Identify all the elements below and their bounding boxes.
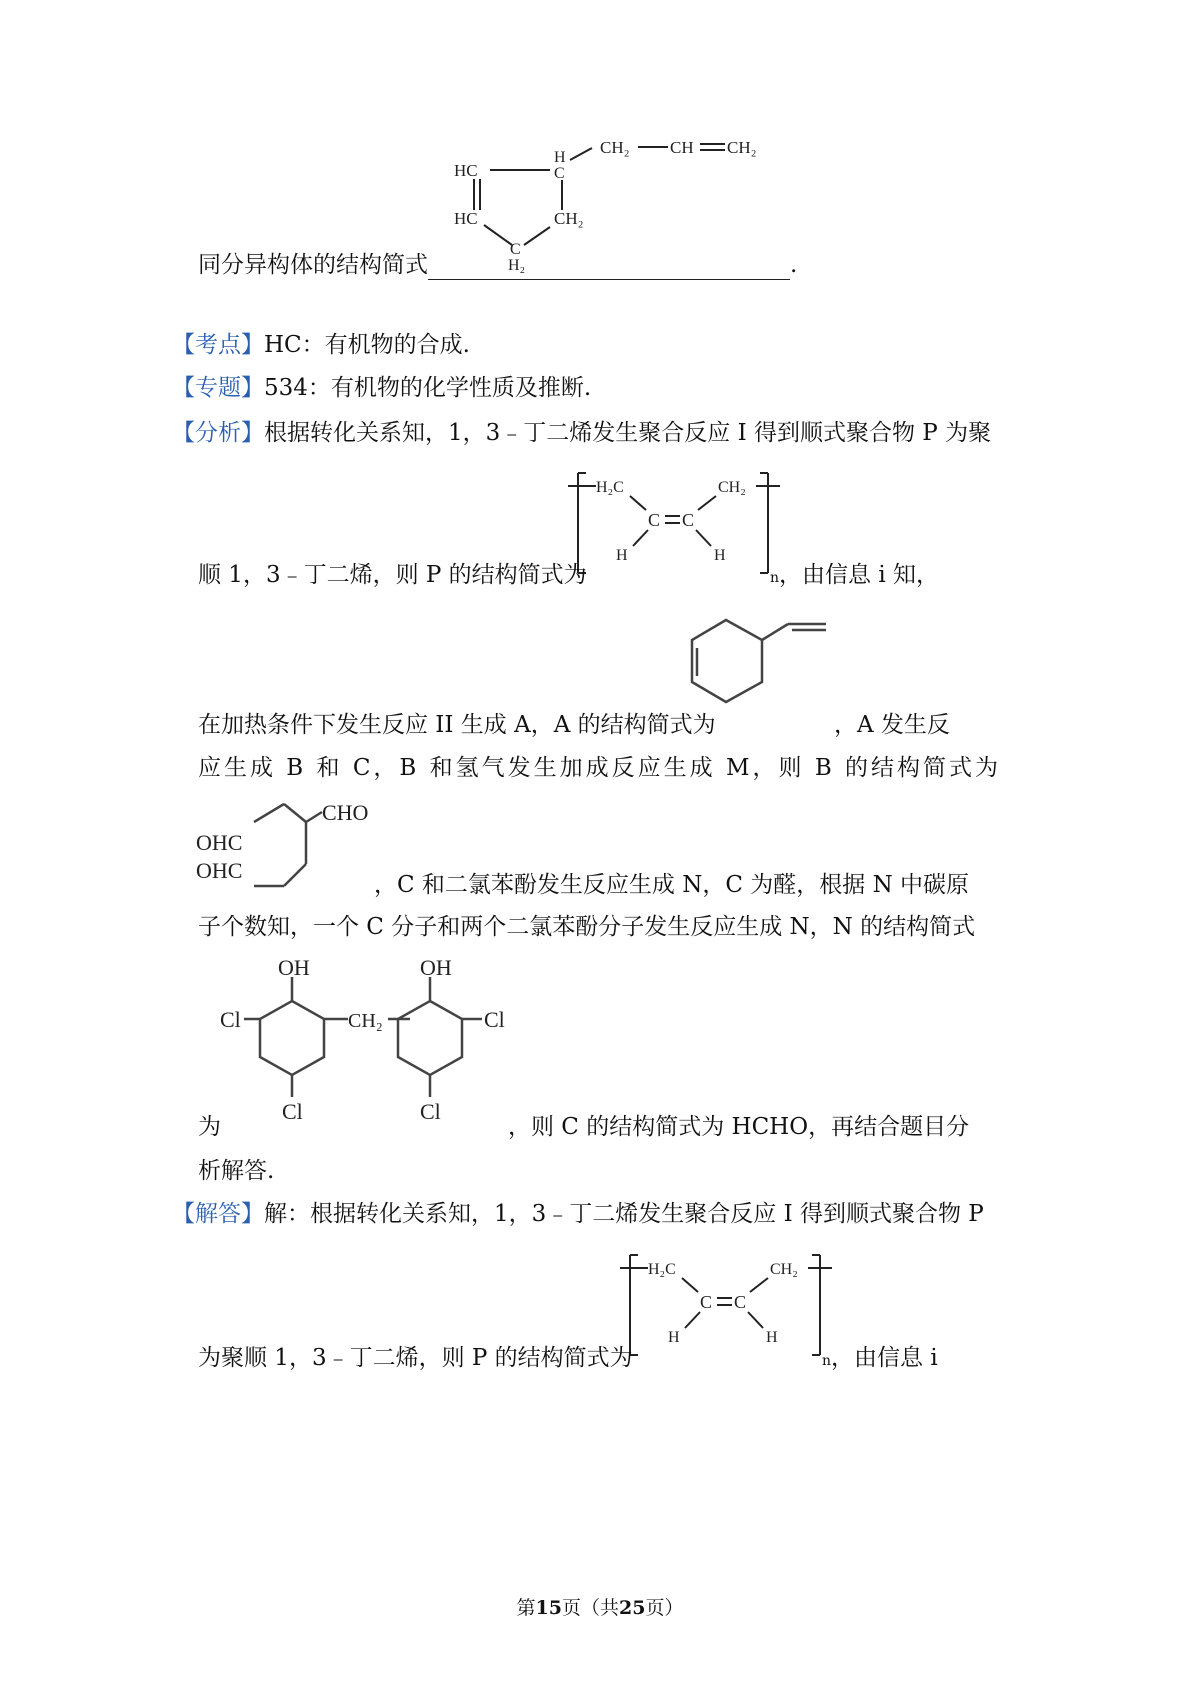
c-left-label: C [700,1292,713,1312]
jieda-line-2 [198,1343,633,1373]
fenxi-text-3a: 在加热条件下发生反应 II 生成 A，A 的结构简式为 [198,712,716,738]
ch2-bridge-label: CH₂ [348,1010,383,1032]
h-left-label: H [668,1329,680,1346]
page-footer [0,1593,1200,1620]
h-right-label: H [766,1329,778,1346]
ohc-label-1: OHC [196,830,243,855]
h2c-label: H₂C [596,479,624,496]
jieda-line-2b [822,1343,938,1376]
fenxi-text-5: ，C 和二氯苯酚发生反应生成 N，C 为醛，根据 N 中碳原 [374,872,970,898]
jieda-text-2a: 为聚顺 1，3﹣丁二烯，则 P 的结构简式为 [198,1345,633,1371]
fenxi-text-2a: 顺 1，3﹣丁二烯，则 P 的结构简式为 [198,562,587,588]
ch2-terminal-label: CH₂ [727,138,757,157]
fenxi-line-2 [198,560,587,590]
fenxi-text-4: 应生成 B 和 C，B 和氢气发生加成反应生成 M，则 B 的结构简式为 [198,755,1002,781]
period: . [790,252,798,278]
fenxi-text-3b: ，A 发生反 [834,712,950,738]
fenxi-text-7b: ，则 C 的结构简式为 HCHO，再结合题目分 [508,1114,970,1140]
fenxi-line-4 [198,753,1001,783]
fenxi-text-1: 根据转化关系知，1，3﹣丁二烯发生聚合反应 I 得到顺式聚合物 P 为聚 [264,420,992,446]
fenxi-text-8: 析解答. [198,1158,275,1184]
cl-left-label: Cl [220,1007,241,1032]
cho-label: CHO [322,800,369,825]
ch2-label: CH₂ [770,1261,798,1278]
trialdehyde-b-structure [194,792,384,892]
h-right-label: H [714,547,726,564]
fenxi-tag: 【分析】 [172,420,264,446]
answer-blank[interactable] [428,255,790,280]
h-left-label: H [616,547,628,564]
current-page-number: 15 [535,1597,562,1619]
oh-right-label: OH [420,955,452,980]
zhuanti-line [172,373,591,403]
ch-label: CH [670,138,694,157]
fenxi-line-2b [770,560,939,593]
hc-bottom-label: HC [454,209,478,228]
total-page-number: 25 [619,1597,646,1619]
vinylcyclohexene-structure [688,600,838,720]
fenxi-line-3 [198,710,716,740]
cl-bottom-left-label: Cl [282,1099,303,1124]
cl-right-label: Cl [484,1007,505,1032]
fenxi-line-7b [508,1112,969,1142]
c-right-label: C [734,1292,747,1312]
jieda-line-1 [172,1199,984,1229]
oh-left-label: OH [278,955,310,980]
fenxi-line-6 [198,912,975,942]
bisphenol-n-structure [220,955,520,1127]
fenxi-text-7a: 为 [198,1114,221,1140]
ch2-ring-label: CH₂ [554,209,584,228]
question-text: 同分异构体的结构简式 [198,252,428,278]
ch2-label: CH₂ [718,479,746,496]
c-left-label: C [648,510,661,530]
polymer-p-structure-answer [620,1250,850,1370]
polymer-n-subscript: n [770,570,780,586]
fenxi-text-2b: ，由信息 i 知， [779,562,940,588]
jieda-text-1: 解：根据转化关系知，1，3﹣丁二烯发生聚合反应 I 得到顺式聚合物 P [264,1201,984,1227]
footer-mid: 页（共 [561,1597,619,1619]
h2-label: H₂ [508,257,526,274]
fenxi-line-1 [172,418,991,448]
h-label: H [554,149,566,166]
fenxi-text-6: 子个数知，一个 C 分子和两个二氯苯酚分子发生反应生成 N，N 的结构简式 [198,914,976,940]
hc-top-label: HC [454,161,478,180]
c-bottom-label: C [510,241,521,258]
cl-bottom-right-label: Cl [420,1099,441,1124]
zhuanti-text: 534：有机物的化学性质及推断. [264,375,592,401]
jieda-text-2b: ，由信息 i [831,1345,938,1371]
c-label: C [554,165,565,182]
polymer-n-subscript-answer: n [822,1353,832,1369]
fenxi-line-5 [374,870,969,900]
ch2-label: CH₂ [600,138,630,157]
footer-post: 页） [645,1597,684,1619]
kaodian-line [172,330,470,360]
jieda-tag: 【解答】 [172,1201,264,1227]
question-line [198,250,797,280]
h2c-label: H₂C [648,1261,676,1278]
fenxi-line-7 [198,1112,221,1142]
zhuanti-tag: 【专题】 [172,375,264,401]
kaodian-tag: 【考点】 [172,332,264,358]
c-right-label: C [682,510,695,530]
ohc-label-2: OHC [196,858,243,883]
footer-pre: 第 [516,1597,536,1619]
fenxi-line-3b [834,710,950,740]
kaodian-text: HC：有机物的合成. [264,332,470,358]
polymer-p-structure [568,468,798,588]
fenxi-line-8 [198,1156,274,1186]
